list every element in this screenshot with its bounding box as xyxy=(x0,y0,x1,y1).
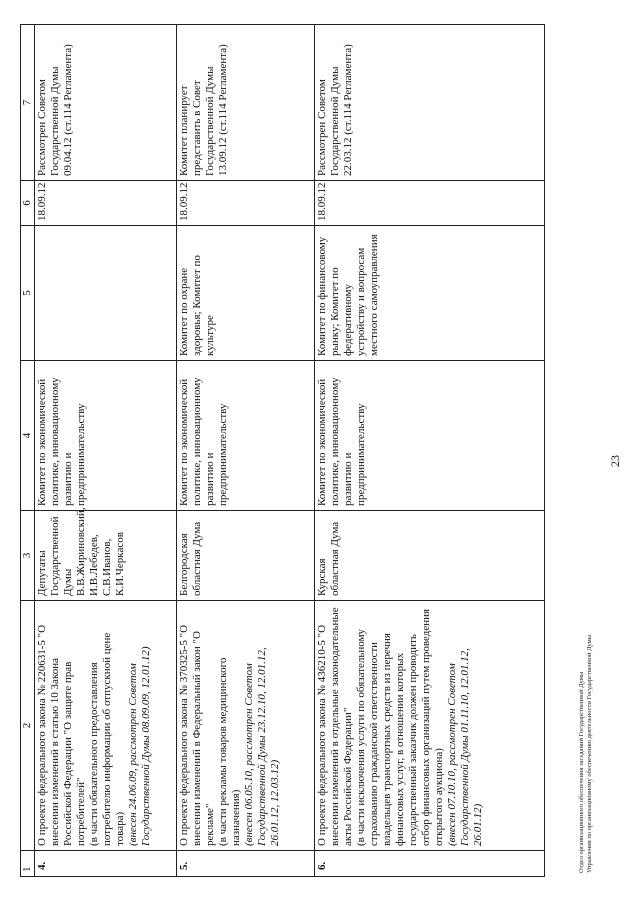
result-cell: Рассмотрен Советом Государственной Думы 22.03.12 (ст.114 Регламента) xyxy=(315,25,545,181)
footer-line: Отдел организационного обеспечения заседаний Государственной Думы xyxy=(578,671,585,873)
column-number: 1 xyxy=(21,851,35,877)
row-number: 6. xyxy=(315,851,545,877)
bill-title: О проекте федерального закона № 220631-5 "О внесении изменений в статью 10 Закона Российской Федерации "О защите прав потребителей" xyxy=(36,624,87,846)
result-cell: Рассмотрен Советом Государственной Думы 09.04.12 (ст.114 Регламента) xyxy=(35,25,177,181)
co-committee-cell xyxy=(35,226,177,361)
co-committee-cell: Комитет по охране здоровья; Комитет по культуре xyxy=(177,226,315,361)
bill-note: (в части обязательного предоставления потребителю информации об отпускной цене товара) xyxy=(88,632,126,846)
footer-line: Управления по организационному обеспечению деятельности Государственной Думы xyxy=(586,634,593,873)
date-cell: 18.09.12 xyxy=(177,181,315,226)
column-number: 7 xyxy=(21,25,35,181)
row-number: 5. xyxy=(177,851,315,877)
table-row xyxy=(35,25,177,877)
bill-note: (в части исключения услуги по обязательному страхованию гражданской ответственности владельцев транспортных средств из перечня финансовых услуг, в отношении которых государственный заказчик должен проводить отбор финансовых организаций путем проведения открытого аукциона) xyxy=(355,608,445,846)
row-number: 4. xyxy=(35,851,177,877)
page-number: 23 xyxy=(608,455,622,467)
result-cell: Комитет планирует представить в Совет Государственной Думы 13.09.12 (ст.114 Регламента) xyxy=(177,25,315,181)
date-cell: 18.09.12 xyxy=(35,181,177,226)
committee-cell: Комитет по экономической политике, инновационному развитию и предпринимательству xyxy=(35,361,177,511)
co-committee-cell: Комитет по финансовому рынку; Комитет по федеративному устройству и вопросам местного самоуправления xyxy=(315,226,545,361)
date-cell: 18.09.12 xyxy=(315,181,545,226)
column-number: 6 xyxy=(21,181,35,226)
table-row xyxy=(177,25,315,877)
column-number: 3 xyxy=(21,511,35,601)
column-number-row xyxy=(21,25,35,877)
bill-description-cell xyxy=(177,601,315,851)
bills-table xyxy=(20,24,545,877)
initiator-cell: Белгородская областная Дума xyxy=(177,511,315,601)
bill-description-cell xyxy=(35,601,177,851)
bill-title: О проекте федерального закона № 370325-5 "О внесении изменений в Федеральный закон "О рекламе" xyxy=(178,624,216,846)
initiator-cell: Депутаты Государственной Думы В.В.Жириновский, И.В.Лебедев, С.В.Иванов, К.И.Черкасов xyxy=(35,511,177,601)
initiator-cell: Курская областная Дума xyxy=(315,511,545,601)
bill-history: (внесен 07.10.10, рассмотрен Советом Государственной Думы 01.11.10, 12.01.12, 26.01.12) xyxy=(446,648,484,846)
bill-history: (внесен 06.05.10, рассмотрен Советом Государственной Думы 23.12.10, 12.01.12, 26.01.12, 12.03.12) xyxy=(243,647,281,846)
column-number: 2 xyxy=(21,601,35,851)
column-number: 5 xyxy=(21,226,35,361)
bill-title: О проекте федерального закона № 436210-5 "О внесении изменений в отдельные законодательные акты Российской Федерации" xyxy=(316,607,354,846)
table-row xyxy=(315,25,545,877)
bill-description-cell xyxy=(315,601,545,851)
committee-cell: Комитет по экономической политике, инновационному развитию и предпринимательству xyxy=(315,361,545,511)
column-number: 4 xyxy=(21,361,35,511)
footer xyxy=(578,635,594,873)
bill-history: (внесен 24.06.09, рассмотрен Советом Государственной Думы 08.09.09, 12.01.12) xyxy=(127,646,152,846)
committee-cell: Комитет по экономической политике, инновационному развитию и предпринимательству xyxy=(177,361,315,511)
bill-note: (в части рекламы товаров медицинского назначения) xyxy=(217,657,242,846)
